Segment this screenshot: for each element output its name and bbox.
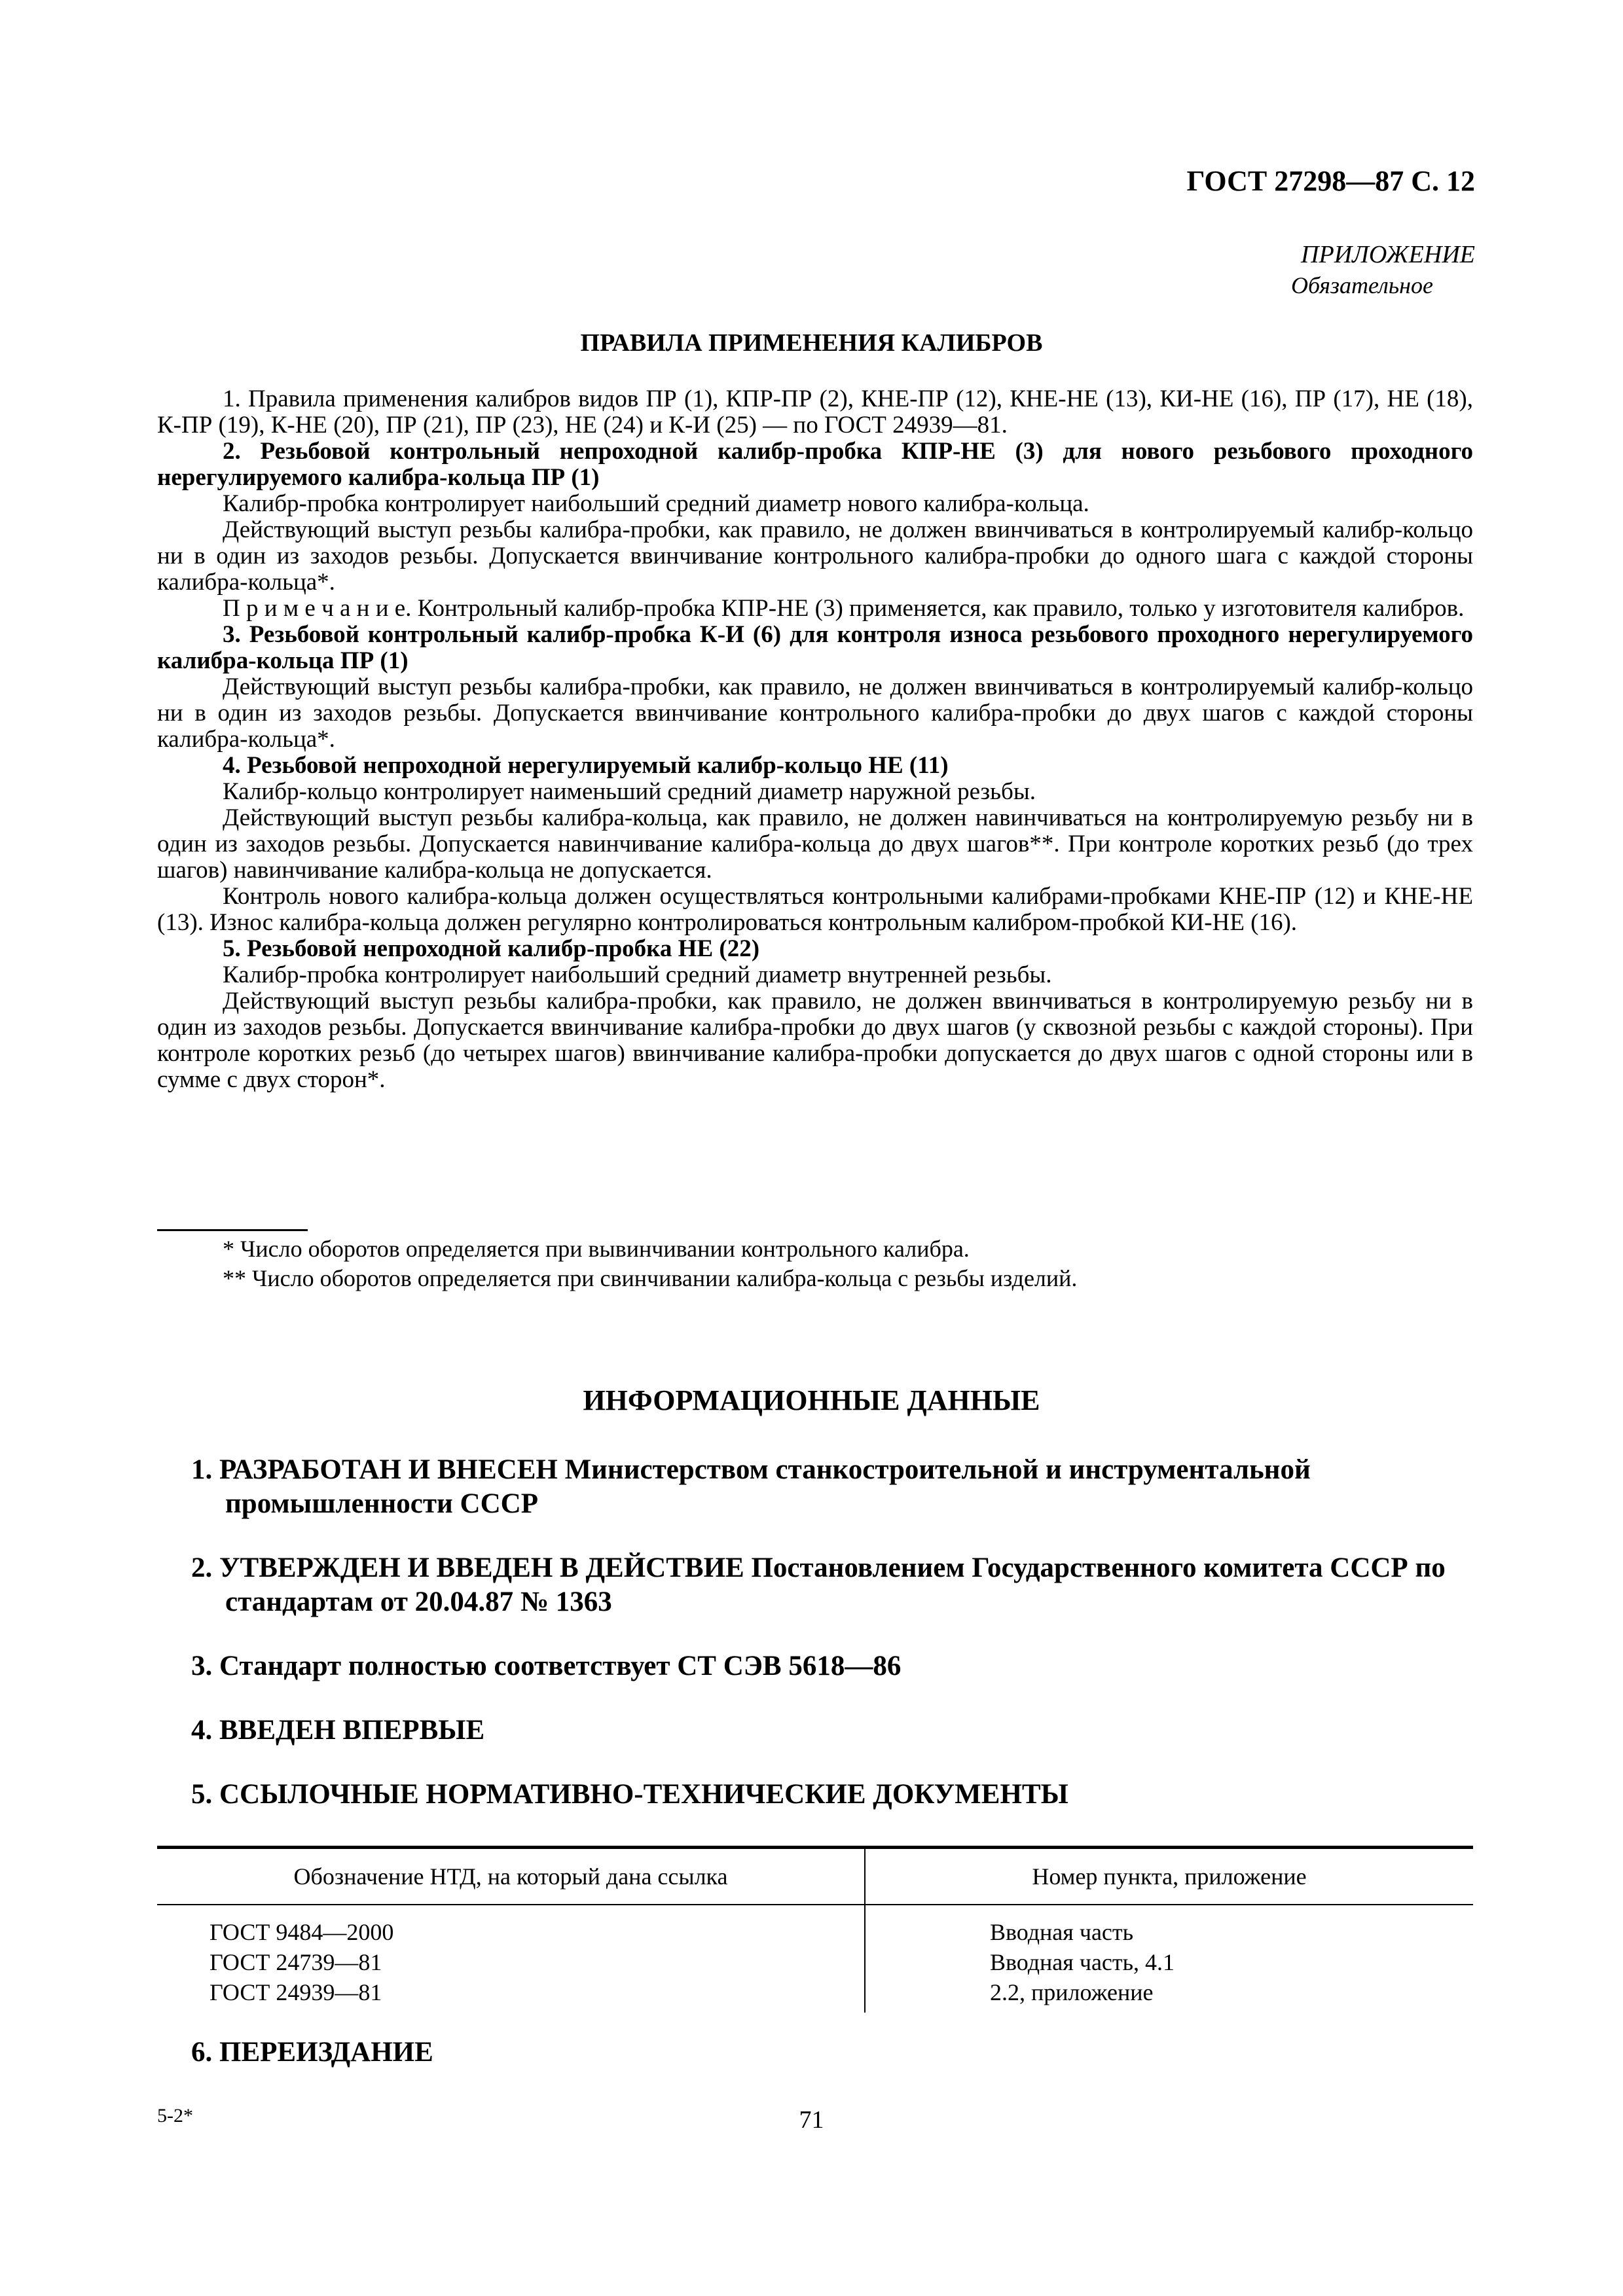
- table-cell-designations: [157, 1905, 865, 2013]
- info-item-number: 3.: [191, 1651, 213, 1681]
- rule-paragraph: Калибр-пробка контролирует наибольший средний диаметр внутренней резьбы.: [223, 961, 1052, 988]
- rules-section-title: ПРАВИЛА ПРИМЕНЕНИЯ КАЛИБРОВ: [580, 329, 1043, 357]
- table-cell-sections: [865, 1905, 1473, 2013]
- rule-heading: 5. Резьбовой непроходной калибр-пробка НЕ (22): [223, 935, 760, 962]
- table-cell: ГОСТ 9484—2000: [210, 1919, 394, 1945]
- info-item-text: ССЫЛОЧНЫЕ НОРМАТИВНО-ТЕХНИЧЕСКИЕ ДОКУМЕНТЫ: [219, 1779, 1068, 1810]
- table-cell: 2.2, приложение: [990, 1979, 1154, 2005]
- table-cell: Вводная часть: [990, 1919, 1134, 1945]
- table-header-cell: Обозначение НТД, на который дана ссылка: [157, 1848, 865, 1905]
- footnote-1: * Число оборотов определяется при вывинчивании контрольного калибра.: [223, 1236, 970, 1262]
- info-item-4: [157, 1713, 1473, 1748]
- info-item-number: 1.: [191, 1454, 213, 1485]
- table-cell: ГОСТ 24939—81: [210, 1979, 382, 2005]
- rule-heading: 3. Резьбовой контрольный калибр-пробка К-И (6) для контроля износа резьбового проходного нерегулируемого калибра-кольца ПР (1): [157, 621, 1473, 674]
- info-item-1: [157, 1453, 1473, 1521]
- rule-paragraph: Действующий выступ резьбы калибра-пробки, как правило, не должен ввинчиваться в контролируемый калибр-кольцо ни в один из заходов резьбы. Допускается ввинчивание контрольного калибра-пробки до двух шагов с каждой стороны калибра-кольца*.: [157, 673, 1473, 753]
- rule-paragraph: Действующий выступ резьбы калибра-кольца, как правило, не должен навинчиваться на контролируемую резьбу ни в один из заходов резьбы. Допускается навинчивание калибра-кольца до двух шагов**. При контроле коротких резьб (до трех шагов) навинчивание калибра-кольца не допускается.: [157, 804, 1473, 884]
- info-item-text: ВВЕДЕН ВПЕРВЫЕ: [219, 1715, 485, 1746]
- info-item-text: УТВЕРЖДЕН И ВВЕДЕН В ДЕЙСТВИЕ Постановлением Государственного комитета СССР по стандартам от 20.04.87 № 1363: [219, 1552, 1446, 1617]
- appendix-status: Обязательное: [1291, 272, 1433, 298]
- info-item-6: [157, 2036, 1473, 2070]
- info-item-number: 6.: [191, 2037, 213, 2068]
- footer-left-mark: 5-2*: [157, 2105, 193, 2126]
- appendix-label: ПРИЛОЖЕНИЕ: [1301, 241, 1475, 268]
- rules-body: [157, 386, 1473, 1093]
- table-header-row: [157, 1848, 1473, 1905]
- rule-heading: 4. Резьбовой непроходной нерегулируемый калибр-кольцо НЕ (11): [223, 752, 949, 779]
- footnote-2: ** Число оборотов определяется при свинчивании калибра-кольца с резьбы изделий.: [223, 1265, 1078, 1291]
- rule-paragraph: Калибр-пробка контролирует наибольший средний диаметр нового калибра-кольца.: [223, 490, 1089, 517]
- rule-paragraph: 1. Правила применения калибров видов ПР (1), КПР-ПР (2), КНЕ-ПР (12), КНЕ-НЕ (13), КИ-НЕ (16), ПР (17), НЕ (18), К-ПР (19), К-НЕ (20), ПР (21), ПР (23), НЕ (24) и К-И (25) — по ГОСТ 24939—81.: [157, 386, 1473, 439]
- rule-heading: 2. Резьбовой контрольный непроходной калибр-пробка КПР-НЕ (3) для нового резьбового проходного нерегулируемого калибра-кольца ПР (1): [157, 438, 1473, 491]
- page-number: 71: [799, 2106, 824, 2134]
- info-item-text: Стандарт полностью соответствует СТ СЭВ 5618—86: [219, 1651, 902, 1681]
- table-cell: Вводная часть, 4.1: [990, 1949, 1175, 1975]
- info-item-5: [157, 1778, 1473, 1812]
- info-item-3: [157, 1649, 1473, 1683]
- rule-paragraph: Действующий выступ резьбы калибра-пробки, как правило, не должен ввинчиваться в контролируемую резьбу ни в один из заходов резьбы. Допускается ввинчивание калибра-пробки до двух шагов (у сквозной резьбы с каждой стороны). При контроле коротких резьб (до четырех шагов) ввинчивание калибра-пробки допускается до двух шагов с одной стороны или в сумме с двух сторон*.: [157, 988, 1473, 1093]
- rule-note: П р и м е ч а н и е. Контрольный калибр-пробка КПР-НЕ (3) применяется, как правило, только у изготовителя калибров.: [223, 595, 1465, 622]
- info-item-2: [157, 1551, 1473, 1619]
- table-cell: ГОСТ 24739—81: [210, 1949, 382, 1975]
- table-header-cell: Номер пункта, приложение: [865, 1848, 1473, 1905]
- info-item-text: ПЕРЕИЗДАНИЕ: [219, 2037, 433, 2068]
- rule-paragraph: Действующий выступ резьбы калибра-пробки, как правило, не должен ввинчиваться в контролируемый калибр-кольцо ни в один из заходов резьбы. Допускается ввинчивание контрольного калибра-пробки до одного шага с каждой стороны калибра-кольца*.: [157, 516, 1473, 596]
- info-section-title: ИНФОРМАЦИОННЫЕ ДАННЫЕ: [583, 1384, 1040, 1416]
- footnote-separator: [157, 1229, 308, 1231]
- reference-documents-table: [157, 1846, 1473, 2013]
- rule-paragraph: Контроль нового калибра-кольца должен осуществляться контрольными калибрами-пробками КНЕ-ПР (12) и КНЕ-НЕ (13). Износ калибра-кольца должен регулярно контролироваться контрольным калибром-пробкой КИ-НЕ (16).: [157, 883, 1473, 936]
- info-item-text: РАЗРАБОТАН И ВНЕСЕН Министерством станкостроительной и инструментальной промышленности СССР: [219, 1454, 1311, 1519]
- info-item-number: 4.: [191, 1715, 213, 1746]
- document-header-id: ГОСТ 27298—87 С. 12: [1186, 165, 1475, 197]
- rule-paragraph: Калибр-кольцо контролирует наименьший средний диаметр наружной резьбы.: [223, 778, 1036, 805]
- info-item-number: 5.: [191, 1779, 213, 1810]
- table-row: [157, 1905, 1473, 2013]
- info-item-number: 2.: [191, 1552, 213, 1583]
